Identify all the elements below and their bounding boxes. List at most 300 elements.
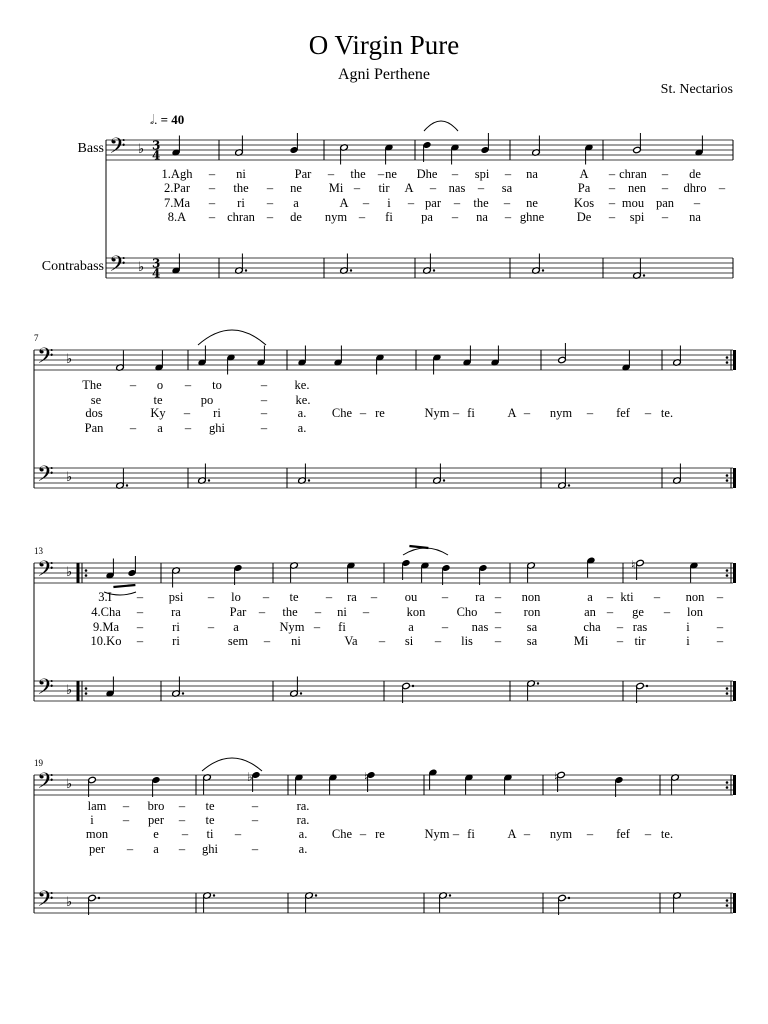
lyric-syllable: ti [206, 827, 214, 841]
slur [424, 121, 458, 131]
lyric-syllable: A [339, 196, 349, 210]
lyric-syllable: nym [549, 827, 573, 841]
lyric-syllable: ne [385, 167, 397, 181]
lyric-syllable: De [576, 210, 592, 224]
repeat-dot [726, 569, 729, 572]
lyric-syllable: tir [634, 634, 646, 648]
key-signature-flat-icon: ♭ [66, 470, 73, 485]
lyric-syllable: spi [629, 210, 645, 224]
lyric-hyphen: – [122, 813, 130, 827]
augmentation-dot [208, 479, 210, 481]
bass-clef-icon: 𝄢 [109, 134, 126, 164]
lyric-syllable: fi [338, 620, 346, 634]
accidental-icon: ♭ [247, 770, 253, 784]
lyric-syllable: i [387, 196, 391, 210]
key-signature-flat-icon: ♭ [66, 565, 73, 580]
lyric-hyphen: – [661, 167, 669, 181]
accidental-icon: ♮ [554, 770, 559, 784]
lyric-hyphen: – [260, 378, 268, 392]
repeat-dot [726, 479, 729, 482]
lyric-hyphen: – [208, 196, 216, 210]
lyric-syllable: 4.Cha [91, 605, 121, 619]
slur [403, 548, 448, 555]
lyric-syllable: ghi [209, 421, 225, 435]
augmentation-dot [542, 269, 544, 271]
lyric-syllable: sem [227, 634, 249, 648]
key-signature-flat-icon: ♭ [138, 260, 145, 275]
instrument-label-contrabass: Contrabass [41, 259, 104, 274]
lyric-syllable: te. [660, 406, 674, 420]
lyric-hyphen: – [260, 406, 268, 420]
lyric-syllable: a. [298, 827, 308, 841]
lyric-syllable: lam [87, 799, 107, 813]
bass-clef-icon: 𝄢 [37, 462, 54, 492]
lyric-syllable: ghne [519, 210, 545, 224]
lyric-syllable: psi [168, 590, 184, 604]
lyric-syllable: Pan [84, 421, 104, 435]
slur [198, 330, 266, 345]
lyric-syllable: a. [297, 406, 307, 420]
repeat-dot [726, 687, 729, 690]
lyric-hyphen: – [362, 196, 370, 210]
augmentation-dot [126, 484, 128, 486]
lyric-syllable: lis [461, 634, 473, 648]
repeat-dot [726, 904, 729, 907]
lyric-hyphen: – [178, 842, 186, 856]
lyric-hyphen: – [327, 167, 335, 181]
lyric-hyphen: – [377, 167, 385, 181]
lyric-syllable: a [157, 421, 163, 435]
lyric-hyphen: – [608, 210, 616, 224]
lyric-syllable: fef [616, 406, 630, 420]
key-signature-flat-icon: ♭ [66, 352, 73, 367]
lyric-hyphen: – [136, 605, 144, 619]
lyric-syllable: ra [347, 590, 357, 604]
augmentation-dot [443, 479, 445, 481]
score-subtitle: Agni Perthene [338, 66, 430, 83]
lyric-syllable: nen [627, 181, 647, 195]
lyric-syllable: fi [467, 827, 475, 841]
slur [202, 758, 262, 771]
lyric-syllable: re [375, 406, 385, 420]
augmentation-dot [350, 269, 352, 271]
lyric-hyphen: – [616, 620, 624, 634]
lyric-hyphen: – [434, 634, 442, 648]
lyric-hyphen: – [129, 421, 137, 435]
lyric-syllable: e [153, 827, 159, 841]
lyric-hyphen: – [494, 634, 502, 648]
bass-clef-icon: 𝄢 [37, 769, 54, 799]
lyric-hyphen: – [504, 167, 512, 181]
lyric-hyphen: – [407, 196, 415, 210]
lyric-syllable: mou [621, 196, 645, 210]
lyric-syllable: dos [85, 406, 103, 420]
bass-clef-icon: 𝄢 [109, 252, 126, 282]
lyric-syllable: the [473, 196, 489, 210]
lyric-syllable: 7.Ma [163, 196, 191, 210]
lyric-syllable: ge [632, 605, 644, 619]
lyric-syllable: a [293, 196, 299, 210]
lyric-hyphen: – [251, 813, 259, 827]
lyric-syllable: pa [421, 210, 433, 224]
lyric-hyphen: – [370, 590, 378, 604]
repeat-dot [726, 781, 729, 784]
lyric-hyphen: – [314, 605, 322, 619]
lyric-hyphen: – [663, 605, 671, 619]
lyric-syllable: ri [172, 620, 180, 634]
lyric-hyphen: – [234, 827, 242, 841]
bass-clef-icon: 𝄢 [37, 557, 54, 587]
lyric-syllable: re [375, 827, 385, 841]
lyric-syllable: a [408, 620, 414, 634]
lyric-hyphen: – [359, 827, 367, 841]
lyric-hyphen: – [262, 590, 270, 604]
lyric-syllable: kti [620, 590, 634, 604]
lyric-syllable: ras [632, 620, 648, 634]
measure-number: 7 [34, 333, 39, 343]
accidental-icon: ♮ [364, 770, 369, 784]
lyric-hyphen: – [606, 605, 614, 619]
lyric-syllable: o [156, 378, 164, 392]
augmentation-dot [213, 894, 215, 896]
lyric-syllable: te [205, 813, 215, 827]
lyric-syllable: A [404, 181, 414, 195]
lyric-hyphen: – [504, 210, 512, 224]
lyric-syllable: ri [172, 634, 180, 648]
repeat-dot [726, 474, 729, 477]
lyric-syllable: the [233, 181, 249, 195]
lyric-syllable: Pa [577, 181, 591, 195]
key-signature-flat-icon: ♭ [66, 683, 73, 698]
lyric-hyphen: – [586, 406, 594, 420]
lyric-hyphen: – [266, 181, 274, 195]
lyric-hyphen: – [129, 378, 137, 392]
lyric-hyphen: – [451, 210, 459, 224]
lyric-hyphen: – [266, 196, 274, 210]
lyric-syllable: ni [236, 167, 246, 181]
tempo-value: = 40 [160, 112, 185, 127]
lyric-syllable: sa [526, 634, 538, 648]
repeat-dot [726, 361, 729, 364]
lyric-hyphen: – [260, 393, 268, 407]
lyric-hyphen: – [358, 210, 366, 224]
lyric-syllable: to [212, 378, 222, 392]
lyric-syllable: kon [406, 605, 426, 619]
lyric-syllable: The [82, 378, 102, 392]
accidental-icon: ♮ [631, 558, 636, 572]
lyric-syllable: per [89, 842, 105, 856]
lyric-hyphen: – [251, 799, 259, 813]
augmentation-dot [568, 897, 570, 899]
lyric-hyphen: – [208, 167, 216, 181]
lyric-hyphen: – [184, 378, 192, 392]
lyric-syllable: ron [523, 605, 541, 619]
repeat-dot [726, 356, 729, 359]
lyric-syllable: ra. [296, 813, 310, 827]
lyric-syllable: ke. [294, 378, 310, 392]
lyric-hyphen: – [441, 590, 449, 604]
lyric-syllable: Che [331, 406, 353, 420]
lyric-syllable: lo [231, 590, 241, 604]
lyric-syllable: non [685, 590, 705, 604]
lyric-syllable: tir [378, 181, 390, 195]
lyric-syllable: na [526, 167, 538, 181]
lyric-syllable: po [200, 393, 214, 407]
augmentation-dot [433, 269, 435, 271]
lyric-syllable: si [404, 634, 414, 648]
lyric-syllable: a [153, 842, 159, 856]
lyric-syllable: 2.Par [163, 181, 191, 195]
lyric-hyphen: – [718, 181, 726, 195]
time-signature-denominator: 4 [152, 148, 161, 163]
lyric-syllable: spi [474, 167, 490, 181]
lyric-syllable: ghi [202, 842, 218, 856]
lyric-hyphen: – [452, 406, 460, 420]
score-title: O Virgin Pure [308, 30, 460, 60]
lyric-hyphen: – [251, 842, 259, 856]
lyric-syllable: a. [297, 421, 307, 435]
measure-number: 13 [34, 546, 43, 556]
lyric-syllable: cha [583, 620, 601, 634]
lyric-syllable: A [507, 827, 517, 841]
augmentation-dot [245, 269, 247, 271]
composer-credit: St. Nectarios [660, 82, 733, 97]
lyric-syllable: Nym [424, 406, 450, 420]
lyric-hyphen: – [266, 210, 274, 224]
lyric-hyphen: – [523, 827, 531, 841]
lyric-hyphen: – [716, 620, 724, 634]
bass-clef-icon: 𝄢 [37, 344, 54, 374]
key-signature-flat-icon: ♭ [138, 142, 145, 157]
lyric-syllable: 9.Ma [92, 620, 120, 634]
key-signature-flat-icon: ♭ [66, 777, 73, 792]
lyric-syllable: ra. [296, 799, 310, 813]
lyric-syllable: a [233, 620, 239, 634]
lyric-syllable: Nym [279, 620, 305, 634]
lyric-hyphen: – [494, 590, 502, 604]
lyric-syllable: ni [291, 634, 301, 648]
augmentation-dot [646, 685, 648, 687]
lyric-hyphen: – [260, 421, 268, 435]
lyric-syllable: ne [526, 196, 538, 210]
lyric-hyphen: – [644, 406, 652, 420]
lyric-hyphen: – [661, 210, 669, 224]
lyric-hyphen: – [452, 827, 460, 841]
lyric-syllable: se [90, 393, 102, 407]
time-signature-numerator: 3 [152, 256, 161, 271]
lyric-syllable: sa [501, 181, 513, 195]
augmentation-dot [98, 897, 100, 899]
time-signature-numerator: 3 [152, 138, 161, 153]
lyric-hyphen: – [644, 827, 652, 841]
lyric-syllable: nas [471, 620, 489, 634]
lyric-syllable: pan [655, 196, 675, 210]
lyric-syllable: de [290, 210, 302, 224]
lyric-syllable: ri [237, 196, 245, 210]
lyric-syllable: per [148, 813, 164, 827]
lyric-syllable: A [507, 406, 517, 420]
lyric-syllable: 3.I [98, 590, 112, 604]
lyric-hyphen: – [178, 799, 186, 813]
lyric-hyphen: – [451, 167, 459, 181]
repeat-dot [726, 692, 729, 695]
augmentation-dot [300, 692, 302, 694]
lyric-syllable: the [350, 167, 366, 181]
lyric-hyphen: – [207, 620, 215, 634]
lyric-hyphen: – [503, 196, 511, 210]
lyric-hyphen: – [181, 827, 189, 841]
bass-clef-icon: 𝄢 [37, 887, 54, 917]
lyric-syllable: chran [619, 167, 647, 181]
lyric-syllable: te [205, 799, 215, 813]
measure-number: 19 [34, 758, 43, 768]
lyric-syllable: Va [344, 634, 358, 648]
lyric-hyphen: – [608, 181, 616, 195]
lyric-hyphen: – [136, 620, 144, 634]
lyric-hyphen: – [716, 590, 724, 604]
lyric-hyphen: – [586, 827, 594, 841]
augmentation-dot [568, 484, 570, 486]
lyric-syllable: mon [85, 827, 109, 841]
lyric-hyphen: – [494, 605, 502, 619]
lyric-hyphen: – [362, 605, 370, 619]
bass-clef-icon: 𝄢 [37, 675, 54, 705]
lyric-syllable: Dhe [416, 167, 438, 181]
lyric-syllable: nym [549, 406, 573, 420]
repeat-dot [85, 692, 88, 695]
lyric-syllable: nas [448, 181, 466, 195]
lyric-syllable: ni [337, 605, 347, 619]
augmentation-dot [182, 692, 184, 694]
lyric-syllable: ke. [295, 393, 311, 407]
lyric-syllable: dhro [683, 181, 707, 195]
lyric-syllable: Mi [328, 181, 344, 195]
lyric-syllable: Ky [150, 406, 166, 420]
repeat-dot [726, 574, 729, 577]
lyric-hyphen: – [661, 181, 669, 195]
lyric-syllable: ne [290, 181, 302, 195]
lyric-syllable: ou [404, 590, 418, 604]
lyric-hyphen: – [477, 181, 485, 195]
lyric-syllable: Par [229, 605, 247, 619]
lyric-hyphen: – [184, 421, 192, 435]
lyric-syllable: ri [213, 406, 221, 420]
lyric-syllable: Che [331, 827, 353, 841]
lyric-hyphen: – [207, 590, 215, 604]
lyric-syllable: 10.Ko [90, 634, 122, 648]
lyric-hyphen: – [136, 634, 144, 648]
lyric-hyphen: – [325, 590, 333, 604]
key-signature-flat-icon: ♭ [66, 895, 73, 910]
lyric-hyphen: – [693, 196, 701, 210]
lyric-syllable: de [689, 167, 701, 181]
lyric-syllable: i [90, 813, 94, 827]
lyric-hyphen: – [441, 620, 449, 634]
lyric-hyphen: – [606, 590, 614, 604]
lyric-hyphen: – [608, 196, 616, 210]
repeat-dot [85, 569, 88, 572]
lyric-syllable: Mi [573, 634, 589, 648]
lyric-hyphen: – [126, 842, 134, 856]
augmentation-dot [643, 274, 645, 276]
lyric-syllable: fef [616, 827, 630, 841]
lyric-syllable: lon [687, 605, 703, 619]
repeat-dot [85, 687, 88, 690]
lyric-syllable: a [587, 590, 593, 604]
lyric-syllable: 1.Agh [161, 167, 193, 181]
repeat-dot [726, 786, 729, 789]
lyric-hyphen: – [653, 590, 661, 604]
lyric-hyphen: – [263, 634, 271, 648]
lyric-hyphen: – [616, 634, 624, 648]
time-signature-denominator: 4 [152, 266, 161, 281]
beam [113, 585, 135, 587]
augmentation-dot [449, 894, 451, 896]
augmentation-dot [412, 685, 414, 687]
lyric-syllable: fi [385, 210, 393, 224]
instrument-label-bass: Bass [77, 141, 104, 156]
lyric-hyphen: – [178, 813, 186, 827]
lyric-hyphen: – [494, 620, 502, 634]
lyric-hyphen: – [378, 634, 386, 648]
lyric-syllable: Nym [424, 827, 450, 841]
lyric-hyphen: – [208, 210, 216, 224]
lyric-syllable: nym [324, 210, 348, 224]
augmentation-dot [308, 479, 310, 481]
lyric-syllable: Kos [573, 196, 595, 210]
lyric-syllable: 8.A [167, 210, 187, 224]
lyric-hyphen: – [716, 634, 724, 648]
lyric-syllable: bro [147, 799, 165, 813]
lyric-syllable: te [153, 393, 163, 407]
lyric-hyphen: – [353, 181, 361, 195]
lyric-hyphen: – [313, 620, 321, 634]
lyric-hyphen: – [523, 406, 531, 420]
lyric-hyphen: – [258, 605, 266, 619]
lyric-hyphen: – [359, 406, 367, 420]
lyric-syllable: na [689, 210, 701, 224]
repeat-dot [85, 574, 88, 577]
lyric-syllable: fi [467, 406, 475, 420]
lyric-hyphen: – [453, 196, 461, 210]
augmentation-dot [537, 682, 539, 684]
lyric-syllable: an [584, 605, 596, 619]
lyric-syllable: i [686, 634, 690, 648]
lyric-hyphen: – [608, 167, 616, 181]
lyric-hyphen: – [183, 406, 191, 420]
lyric-syllable: i [686, 620, 690, 634]
repeat-dot [726, 899, 729, 902]
lyric-hyphen: – [136, 590, 144, 604]
lyric-hyphen: – [122, 799, 130, 813]
lyric-syllable: te [289, 590, 299, 604]
lyric-syllable: na [476, 210, 488, 224]
lyric-syllable: Par [294, 167, 312, 181]
lyric-syllable: ra [171, 605, 181, 619]
lyric-hyphen: – [429, 181, 437, 195]
lyric-syllable: par [425, 196, 441, 210]
lyric-syllable: te. [660, 827, 674, 841]
lyric-syllable: ra [475, 590, 485, 604]
lyric-syllable: chran [227, 210, 255, 224]
lyric-hyphen: – [208, 181, 216, 195]
lyric-syllable: a. [298, 842, 308, 856]
augmentation-dot [315, 894, 317, 896]
lyric-syllable: the [282, 605, 298, 619]
lyric-syllable: Cho [456, 605, 478, 619]
lyric-syllable: sa [526, 620, 538, 634]
lyric-syllable: non [521, 590, 541, 604]
